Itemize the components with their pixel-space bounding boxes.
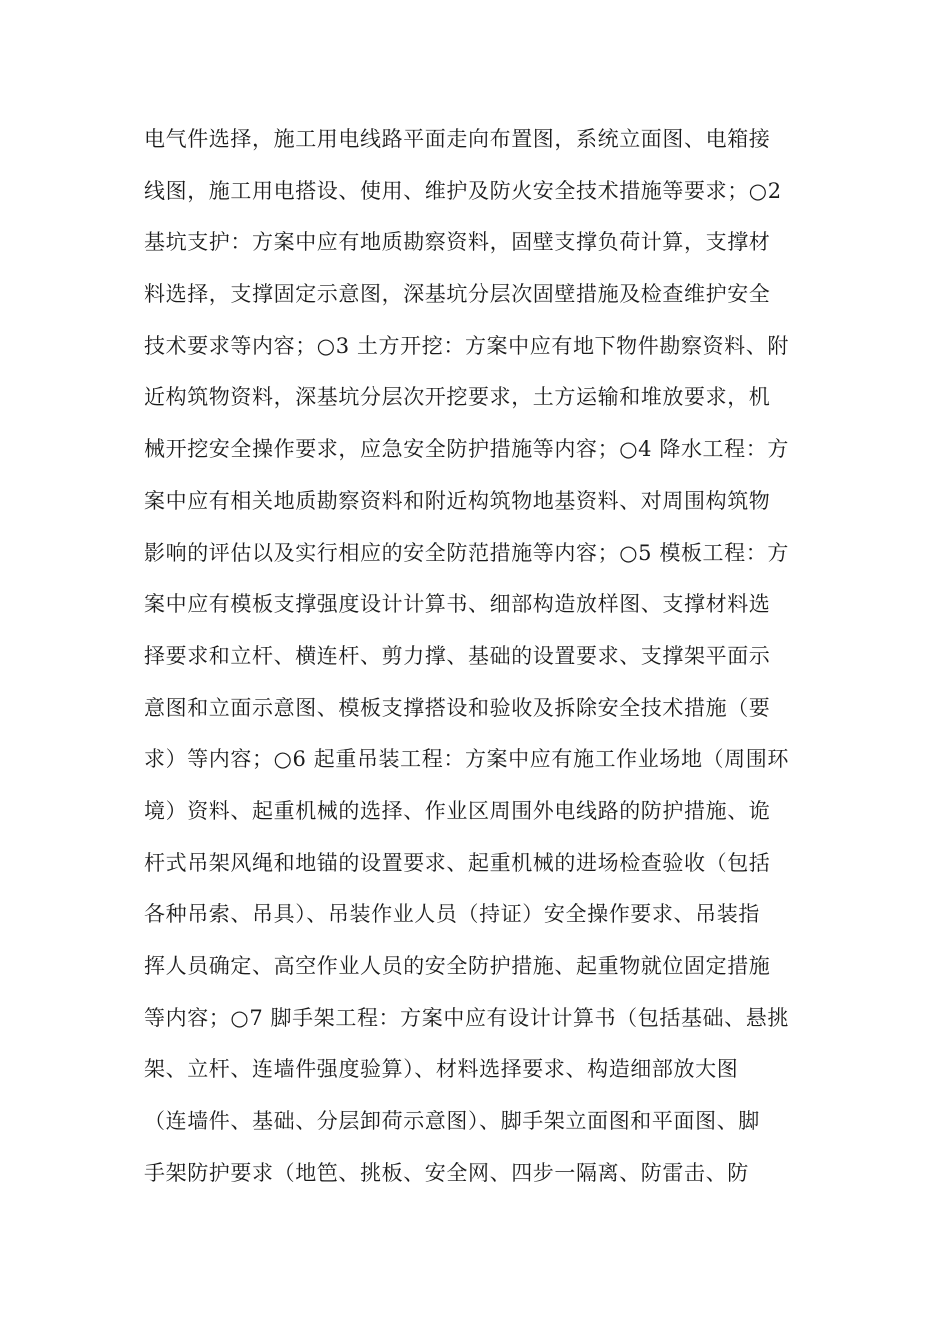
text-line: 料选择，支撑固定示意图，深基坑分层次固壁措施及检查维护安全: [144, 282, 771, 307]
text-line: 近构筑物资料，深基坑分层次开挖要求，土方运输和堆放要求，机: [144, 385, 771, 410]
text-line: 求）等内容；○6 起重吊装工程：方案中应有施工作业场地（周围环: [144, 747, 789, 772]
text-line: 械开挖安全操作要求，应急安全防护措施等内容；○4 降水工程：方: [144, 437, 789, 462]
text-line: 各种吊索、吊具）、吊装作业人员（持证）安全操作要求、吊装指: [144, 902, 760, 927]
text-line: 案中应有相关地质勘察资料和附近构筑物地基资料、对周围构筑物: [144, 488, 771, 513]
text-line: 基坑支护：方案中应有地质勘察资料，固壁支撑负荷计算，支撑材: [144, 230, 771, 255]
text-line: 影响的评估以及实行相应的安全防范措施等内容；○5 模板工程：方: [144, 540, 789, 565]
text-line: 择要求和立杆、横连杆、剪力撑、基础的设置要求、支撑架平面示: [144, 643, 771, 668]
text-line: 手架防护要求（地笆、挑板、安全网、四步一隔离、防雷击、防: [144, 1160, 749, 1185]
text-line: 境）资料、起重机械的选择、作业区周围外电线路的防护措施、诡: [144, 798, 771, 823]
text-line: 等内容；○7 脚手架工程：方案中应有设计计算书（包括基础、悬挑: [144, 1005, 789, 1030]
text-line: 电气件选择，施工用电线路平面走向布置图，系统立面图、电箱接: [144, 127, 771, 151]
text-line: 案中应有模板支撑强度设计计算书、细部构造放样图、支撑材料选: [144, 592, 771, 617]
text-line: 杆式吊架风绳和地锚的设置要求、起重机械的进场检查验收（包括: [144, 850, 771, 875]
text-line: 架、立杆、连墙件强度验算）、材料选择要求、构造细部放大图: [144, 1057, 739, 1082]
text-line: 挥人员确定、高空作业人员的安全防护措施、起重物就位固定措施: [144, 954, 771, 978]
text-line: 技术要求等内容；○3 土方开挖：方案中应有地下物件勘察资料、附: [144, 333, 789, 358]
text-line: 意图和立面示意图、模板支撑搭设和验收及拆除安全技术措施（要: [144, 695, 771, 720]
text-line: （连墙件、基础、分层卸荷示意图）、脚手架立面图和平面图、脚: [144, 1109, 760, 1134]
body-text: [144, 114, 810, 1199]
text-line: 线图，施工用电搭设、使用、维护及防火安全技术措施等要求；○2: [144, 178, 782, 203]
